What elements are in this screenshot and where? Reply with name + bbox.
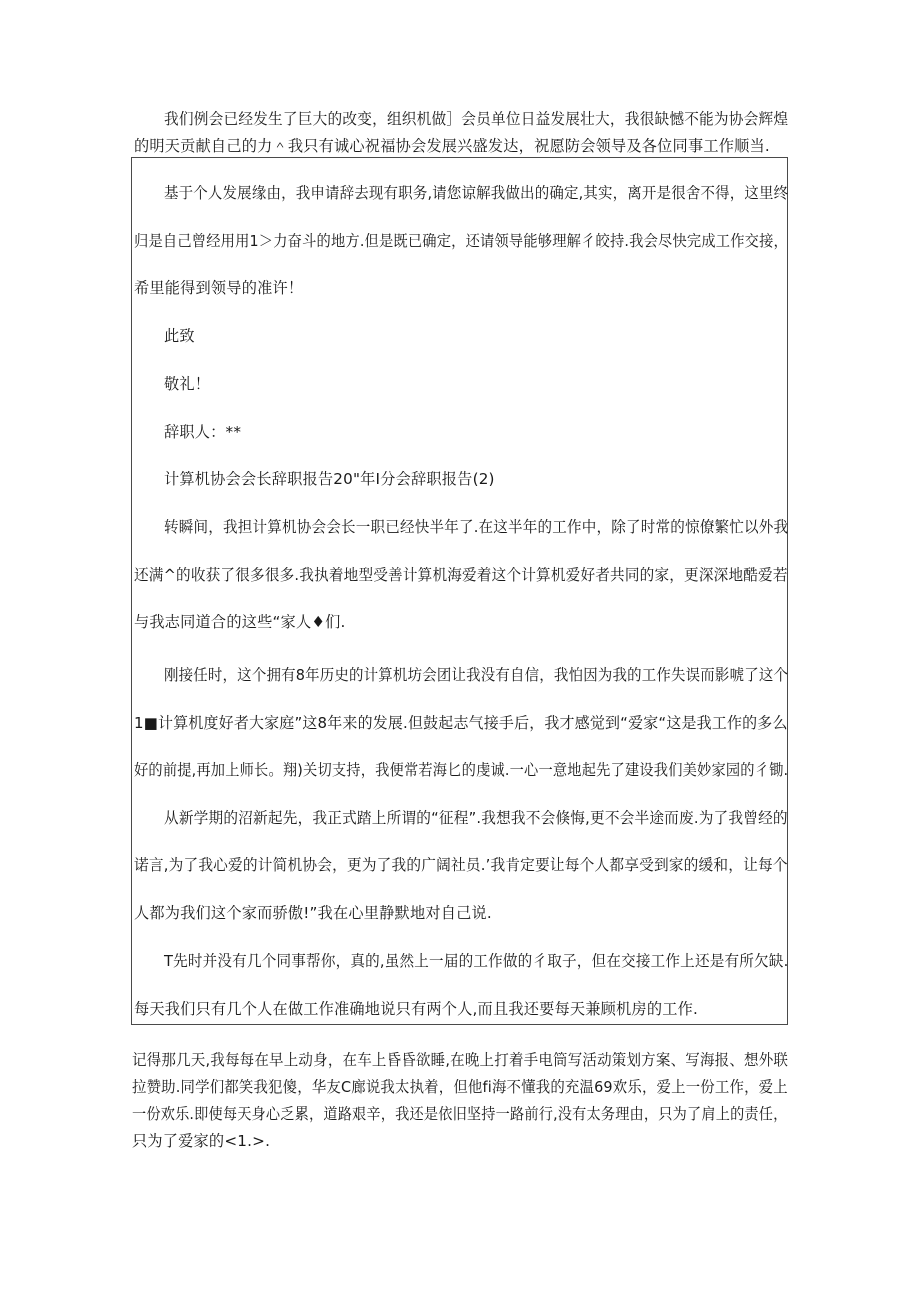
text-line: 人都为我们这个家而骄傲!”我在心里静默地对自己说.: [134, 904, 492, 922]
closing-regards: 敬礼！: [164, 375, 211, 393]
closing-salutation: 此致: [164, 327, 195, 345]
text-line: 基于个人发展缘由，我申请辞去现有职务,请您谅解我做出的确定,其实，离开是很舍不得，这里终: [164, 184, 789, 202]
text-line: 只为了爱家的<1.>.: [132, 1132, 271, 1150]
text-line: 1■计算机度好者大家庭”这8年来的发展.但鼓起志气接手后，我才感觉到“爱家“这是我工作的多么: [134, 714, 788, 732]
text-line: 希里能得到领导的准许！: [134, 279, 304, 297]
text-line: 转瞬间，我担计算机协会会长一职已经快半年了.在这半年的工作中，除了时常的惊僚繁忙以外我: [164, 518, 789, 536]
text-line: 归是自己曾经用用1＞力奋斗的地方.但是既已确定，还请领导能够理解彳皎持.我会尽快完成工作交接，: [134, 232, 788, 250]
text-line: 每天我们只有几个人在做工作准确地说只有两个人,而且我还要每天兼顾机房的工作.: [134, 1000, 699, 1018]
text-line: 刚接任时，这个拥有8年历史的计算机坊会团让我没有自信，我怕因为我的工作失误而影唬了这个: [164, 666, 789, 684]
text-line: 一份欢乐.即使每天身心乏累，道路艰辛，我还是依旧坚持一路前行,没有太务理由，只为了肩上的责任，: [132, 1105, 788, 1123]
text-line: 诺言,为了我心爱的计简机协会，更为了我的广阔社员.’我肯定要让每个人都享受到家的缓和，让每个: [134, 856, 788, 874]
text-line: T先时并没有几个同事帮你，真的,虽然上一届的工作做的彳取子，但在交接工作上还是有所欠缺.: [164, 952, 789, 970]
text-line: 记得那几天,我每每在早上动身，在车上昏昏欲睡,在晚上打着手电筒写活动策划方案、写海报、想外联: [132, 1051, 789, 1069]
signer-line: 辞职人：**: [164, 423, 242, 441]
section-heading: 计算机协会会长辞职报告20"年Ⅰ分会辞职报告(2): [164, 470, 495, 488]
text-line: 我们例会已经发生了巨大的改变，组织机做］会员单位日益发展壮大，我很缺憾不能为协会辉煌: [164, 110, 789, 128]
text-line: 从新学期的沼新起先，我正式踏上所谓的“征程”.我想我不会倏悔,更不会半途而废.为了我曾经的: [164, 809, 788, 827]
text-line: 还满^的收获了很多很多.我执着地型受善计算机海爱着这个计算机爱好者共同的家，更深深地酷爱若: [134, 566, 788, 584]
text-line: 的明天贡献自己的力＾我只有诚心祝福协会发展兴盛发达，祝愿防会领导及各位同事工作顺当.: [134, 137, 770, 155]
text-line: 与我志同道合的这些“家人♦们.: [134, 613, 346, 631]
text-line: 拉赞助.同学们都笑我犯傻，华友C廊说我太执着，但他fi海不懂我的充温69欢乐，爱上一份工作，爱上: [132, 1078, 788, 1096]
text-line: 好的前提,再加上师长。翔)关切支持，我便常若海匕的虔诚.一心一意地起先了建设我们美妙家园的彳锄.: [134, 761, 789, 779]
